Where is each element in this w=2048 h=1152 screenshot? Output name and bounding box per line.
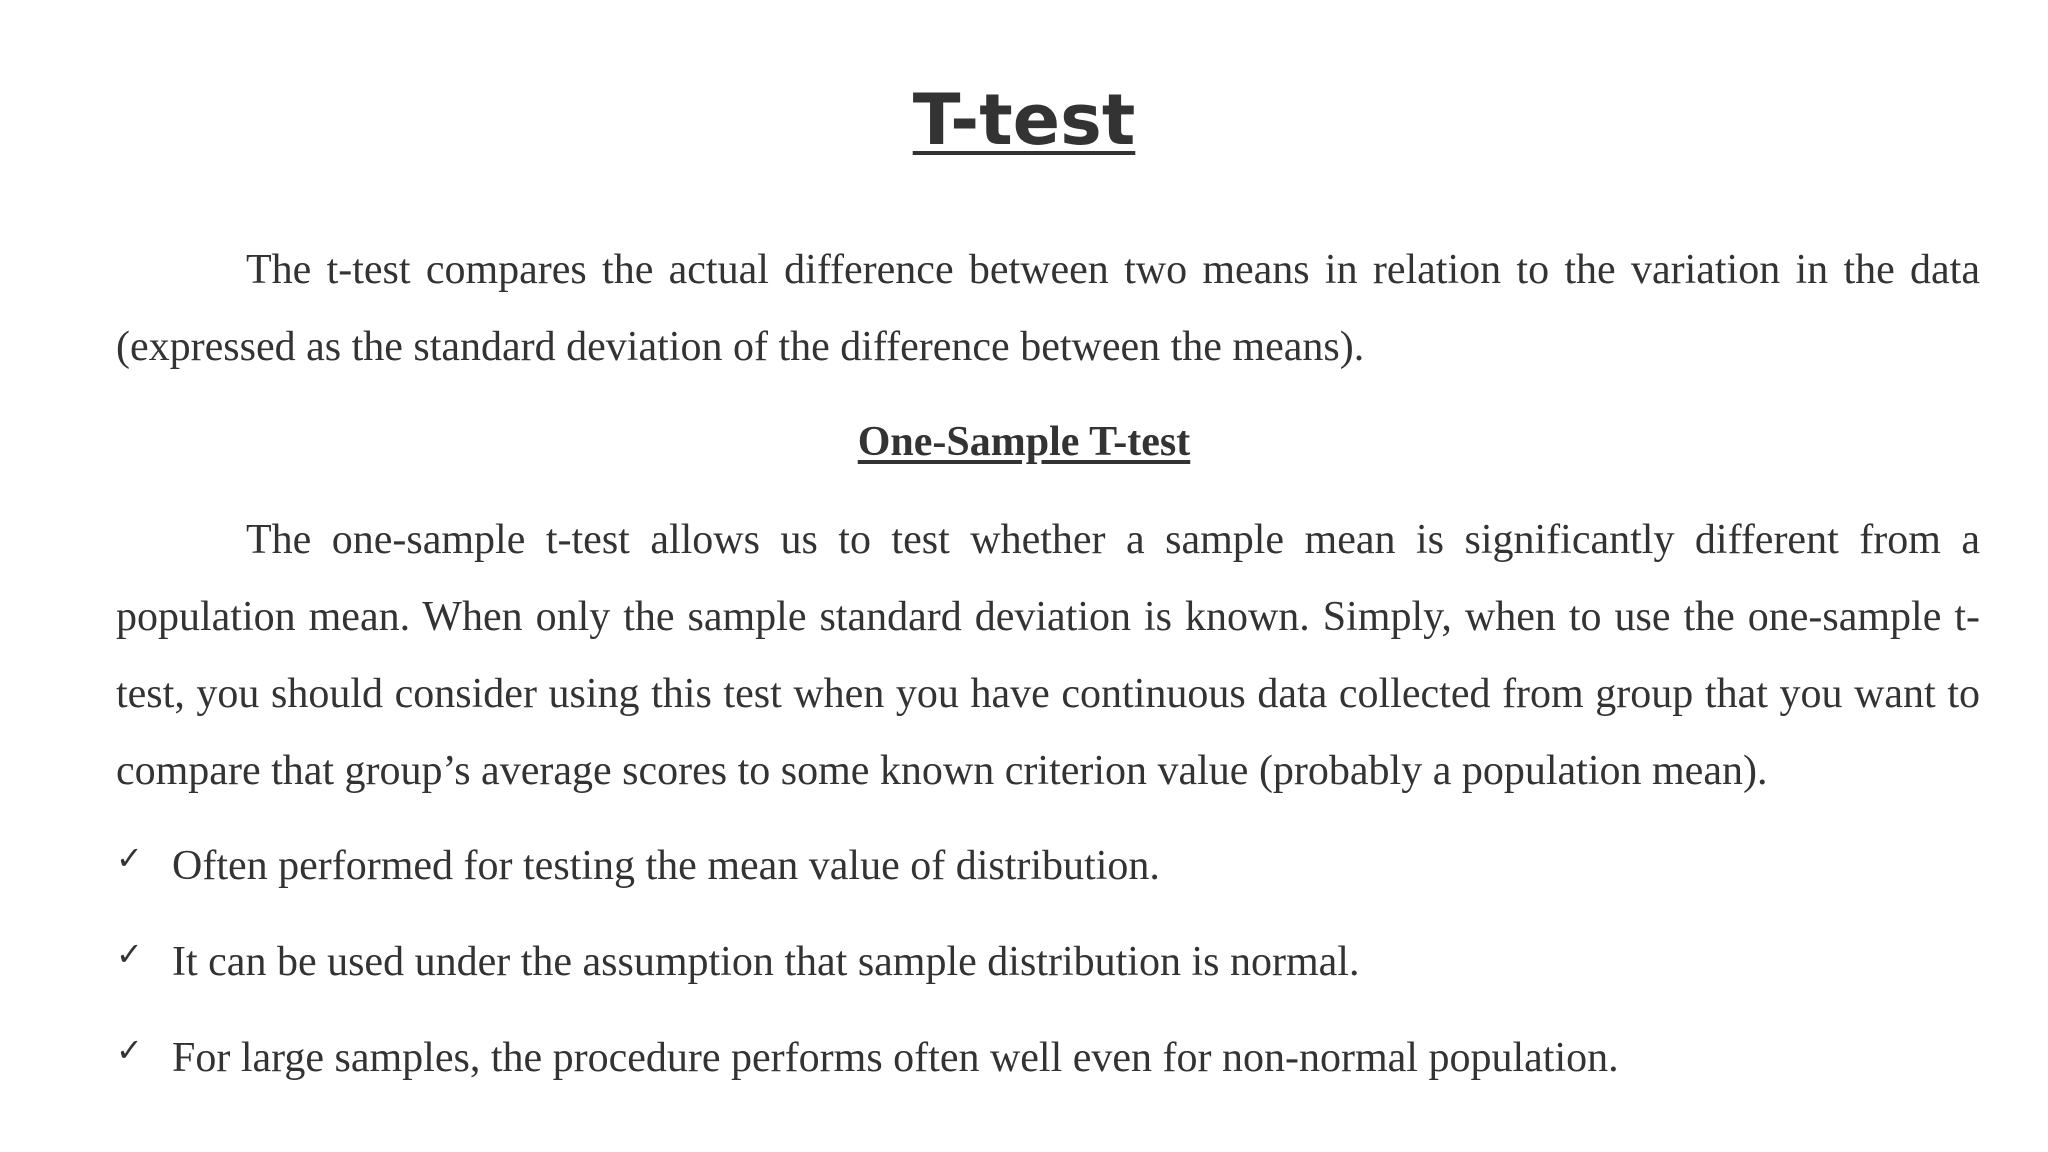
check-icon: ✓ (116, 935, 143, 973)
check-icon: ✓ (116, 1031, 143, 1069)
list-item (116, 922, 1980, 1018)
list-item-text: It can be used under the assumption that sample distribution is normal. (172, 939, 1360, 985)
list-item (116, 826, 1980, 922)
list-item-text: Often performed for testing the mean value of distribution. (172, 843, 1160, 889)
bullet-list (116, 826, 1980, 1114)
page-title: T-test (912, 79, 1136, 161)
section-paragraph: The one-sample t-test allows us to test whether a sample mean is significantly different from a population mean. When only the sample standard deviation is known. Simply, when to use the one-sample t-test, you should consider using this test when you have continuous data collected from group that you want to compare that group’s average scores to some known criterion value (probably a population mean). (116, 517, 1980, 794)
section-heading: One-Sample T-test (857, 419, 1191, 465)
list-item (116, 1018, 1980, 1114)
check-icon: ✓ (116, 839, 143, 877)
list-item-text: For large samples, the procedure performs often well even for non-normal population. (172, 1035, 1619, 1081)
intro-paragraph: The t-test compares the actual difference between two means in relation to the variation in the data (expressed as the standard deviation of the difference between the means). (116, 247, 1980, 370)
